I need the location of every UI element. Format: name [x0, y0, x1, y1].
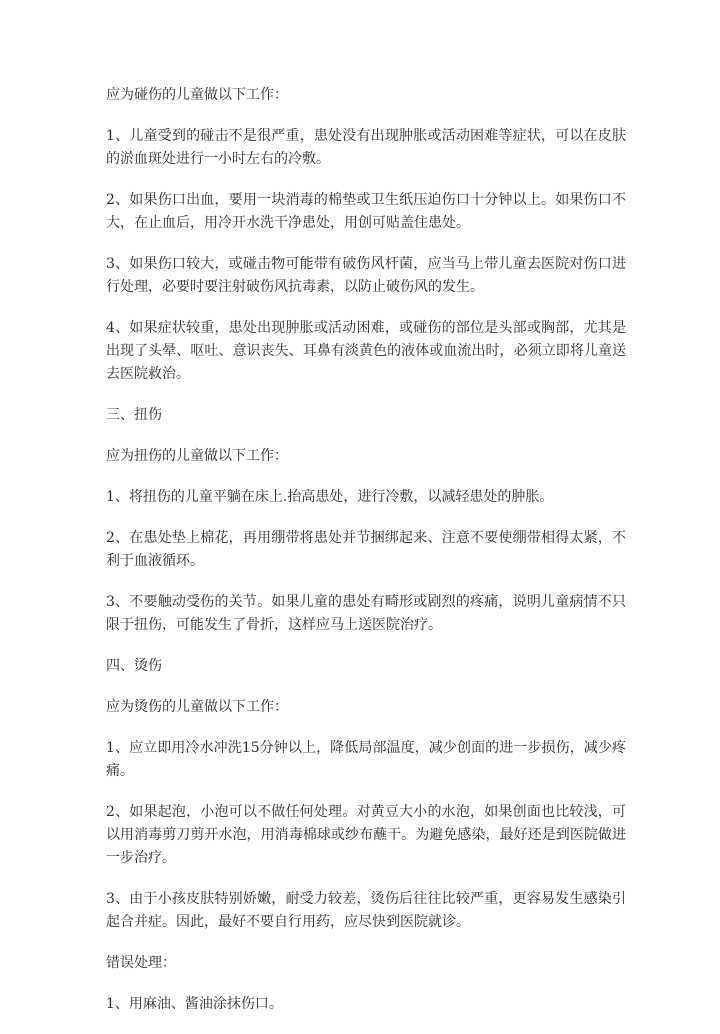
- paragraph-burn-intro: 应为烫伤的儿童做以下工作：: [106, 699, 288, 715]
- paragraph-wrong-handling-1: 1、用麻油、酱油涂抹伤口。: [106, 996, 283, 1012]
- paragraph-bruise-intro: 应为碰伤的儿童做以下工作：: [106, 87, 288, 103]
- paragraph-burn-step-1: 1、应立即用冷水冲洗15分钟以上，降低局部温度，减少创面的进一步损伤，减少疼痛。: [106, 740, 626, 779]
- paragraph-bruise-step-4: 4、如果症状较重，患处出现肿胀或活动困难，或碰伤的部位是头部或胸部，尤其是出现了头晕、呕吐、意识丧失、耳鼻有淡黄色的液体或血流出时，必须立即将儿童送去医院救治。: [106, 320, 626, 382]
- paragraph-sprain-step-1: 1、将扭伤的儿童平躺在床上.抬高患处，进行冷敷，以减轻患处的肿胀。: [106, 489, 554, 505]
- paragraph-sprain-intro: 应为扭伤的儿童做以下工作：: [106, 448, 288, 464]
- paragraph-bruise-step-3: 3、如果伤口较大，或碰击物可能带有破伤风杆菌，应当马上带儿童去医院对伤口进行处理，必要时要注射破伤风抗毒素，以防止破伤风的发生。: [106, 256, 626, 295]
- document-body: [106, 84, 626, 1034]
- paragraph-bruise-step-2: 2、如果伤口出血，要用一块消毒的棉垫或卫生纸压迫伤口十分钟以上。如果伤口不大，在止血后，用冷开水洗干净患处，用创可贴盖住患处。: [106, 192, 626, 231]
- paragraph-burn-step-2: 2、如果起泡，小泡可以不做任何处理。对黄豆大小的水泡，如果创面也比较浅，可以用消毒剪刀剪开水泡，用消毒棉球或纱布蘸干。为避免感染，最好还是到医院做进一步治疗。: [106, 804, 626, 866]
- paragraph-wrong-handling-heading: 错误处理：: [106, 955, 176, 971]
- section-heading-sprain: 三、扭伤: [106, 407, 162, 423]
- paragraph-sprain-step-3: 3、不要触动受伤的关节。如果儿童的患处有畸形或剧烈的疼痛，说明儿童病情不只限于扭伤，可能发生了骨折，这样应马上送医院治疗。: [106, 594, 626, 633]
- paragraph-bruise-step-1: 1、儿童受到的碰击不是很严重，患处没有出现肿胀或活动困难等症状，可以在皮肤的淤血斑处进行一小时左右的冷敷。: [106, 128, 626, 167]
- paragraph-sprain-step-2: 2、在患处垫上棉花，再用绷带将患处并节捆绑起来、注意不要使绷带相得太紧，不利于血液循环。: [106, 530, 626, 569]
- paragraph-burn-step-3: 3、由于小孩皮肤特别娇嫩，耐受力较差，烫伤后往往比较严重，更容易发生感染引起合并症。因此，最好不要自行用药，应尽快到医院就诊。: [106, 891, 626, 930]
- section-heading-burn: 四、烫伤: [106, 658, 162, 674]
